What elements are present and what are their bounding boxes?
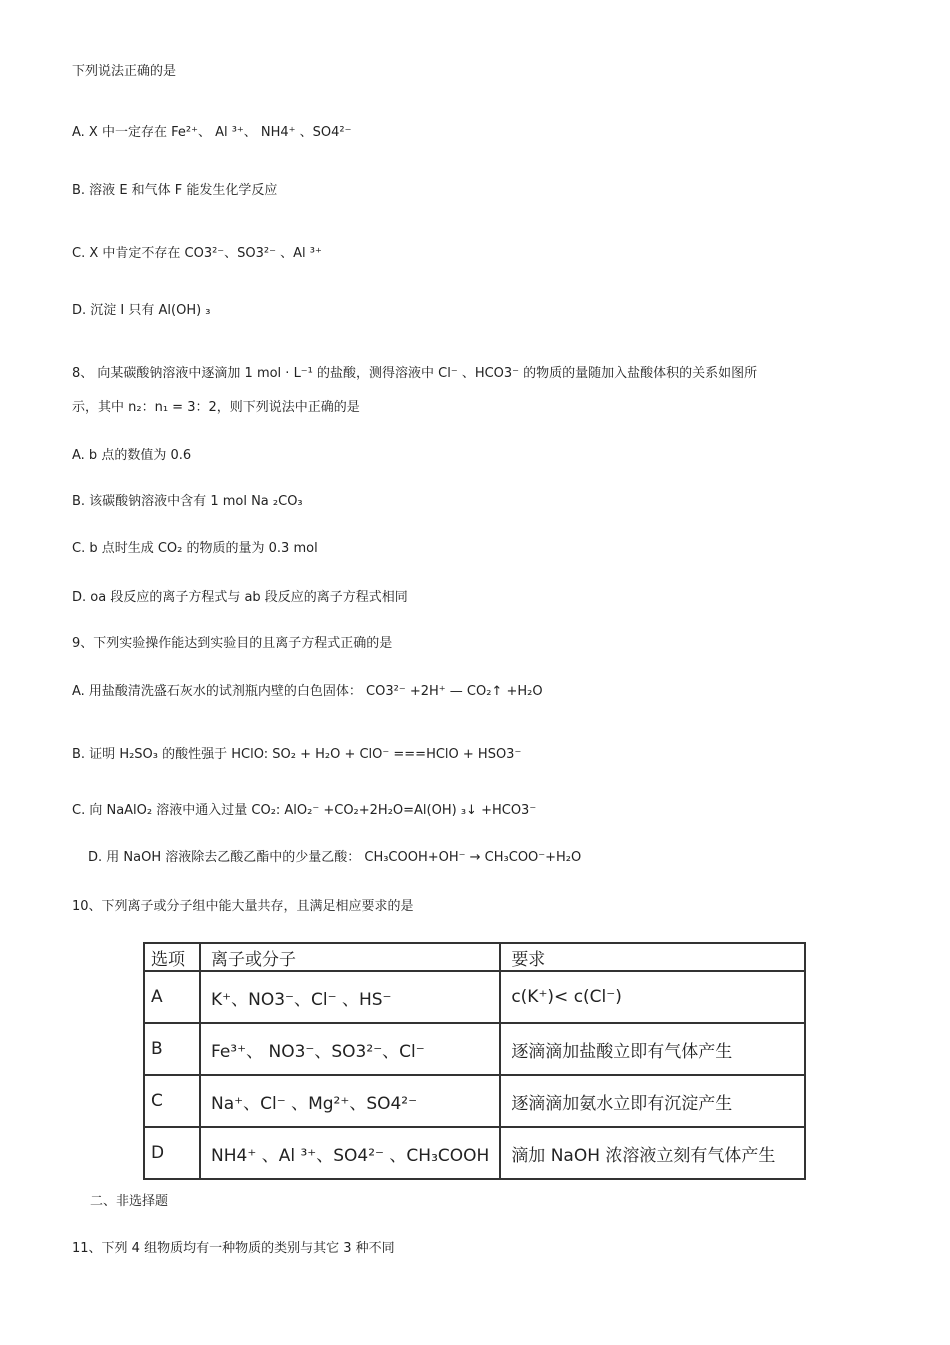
- row-requirement: 逐滴滴加盐酸立即有气体产生: [500, 1023, 805, 1075]
- row-ions: Na⁺、Cl⁻ 、Mg²⁺、SO4²⁻: [200, 1075, 500, 1127]
- q9-option-d: D. 用 NaOH 溶液除去乙酸乙酯中的少量乙酸： CH₃COOH+OH⁻ → CH₃COO⁻+H₂O: [88, 850, 582, 865]
- q10-stem: 10、下列离子或分子组中能大量共存，且满足相应要求的是: [72, 899, 414, 914]
- header-option: 选项: [144, 943, 200, 971]
- table-header-row: [144, 943, 805, 971]
- header-requirement: 要求: [500, 943, 805, 971]
- row-requirement: 逐滴滴加氨水立即有沉淀产生: [500, 1075, 805, 1127]
- q7-option-d: D. 沉淀 I 只有 Al(OH) ₃: [72, 303, 211, 318]
- q8-stem-line2: 示，其中 n₂：n₁ = 3：2，则下列说法中正确的是: [72, 400, 360, 415]
- q8-option-a: A. b 点的数值为 0.6: [72, 448, 192, 463]
- q8-option-b: B. 该碳酸钠溶液中含有 1 mol Na ₂CO₃: [72, 494, 303, 509]
- q9-stem: 9、下列实验操作能达到实验目的且离子方程式正确的是: [72, 636, 393, 651]
- row-requirement: 滴加 NaOH 浓溶液立刻有气体产生: [500, 1127, 805, 1179]
- q8-option-c: C. b 点时生成 CO₂ 的物质的量为 0.3 mol: [72, 541, 318, 556]
- row-option: D: [144, 1127, 200, 1179]
- q10-options-table: [143, 942, 806, 1180]
- q7-option-a: A. X 中一定存在 Fe²⁺、 Al ³⁺、 NH4⁺ 、SO4²⁻: [72, 125, 352, 140]
- q7-option-c: C. X 中肯定不存在 CO3²⁻、SO3²⁻ 、Al ³⁺: [72, 246, 322, 261]
- q7-stem: 下列说法正确的是: [72, 64, 177, 79]
- row-ions: K⁺、NO3⁻、Cl⁻ 、HS⁻: [200, 971, 500, 1023]
- q11-stem: 11、下列 4 组物质均有一种物质的类别与其它 3 种不同: [72, 1241, 395, 1256]
- q8-option-d: D. oa 段反应的离子方程式与 ab 段反应的离子方程式相同: [72, 590, 408, 605]
- header-ions: 离子或分子: [200, 943, 500, 971]
- section-heading: 二、非选择题: [90, 1194, 169, 1209]
- table-row: [144, 1023, 805, 1075]
- row-option: B: [144, 1023, 200, 1075]
- row-option: A: [144, 971, 200, 1023]
- q9-option-c: C. 向 NaAlO₂ 溶液中通入过量 CO₂: AlO₂⁻ +CO₂+2H₂O=Al(OH) ₃↓ +HCO3⁻: [72, 803, 537, 818]
- row-ions: Fe³⁺、 NO3⁻、SO3²⁻、Cl⁻: [200, 1023, 500, 1075]
- q9-option-b: B. 证明 H₂SO₃ 的酸性强于 HClO: SO₂ + H₂O + ClO⁻ ===HClO + HSO3⁻: [72, 747, 522, 762]
- row-option: C: [144, 1075, 200, 1127]
- row-requirement: c(K⁺)< c(Cl⁻): [500, 971, 805, 1023]
- q8-stem-line1: 8、 向某碳酸钠溶液中逐滴加 1 mol · L⁻¹ 的盐酸，测得溶液中 Cl⁻ 、HCO3⁻ 的物质的量随加入盐酸体积的关系如图所: [72, 366, 758, 381]
- q9-option-a: A. 用盐酸清洗盛石灰水的试剂瓶内壁的白色固体： CO3²⁻ +2H⁺ — CO₂↑ +H₂O: [72, 684, 543, 699]
- row-ions: NH4⁺ 、Al ³⁺、SO4²⁻ 、CH₃COOH: [200, 1127, 500, 1179]
- table-row: [144, 1127, 805, 1179]
- table-row: [144, 1075, 805, 1127]
- q7-option-b: B. 溶液 E 和气体 F 能发生化学反应: [72, 183, 278, 198]
- table-row: [144, 971, 805, 1023]
